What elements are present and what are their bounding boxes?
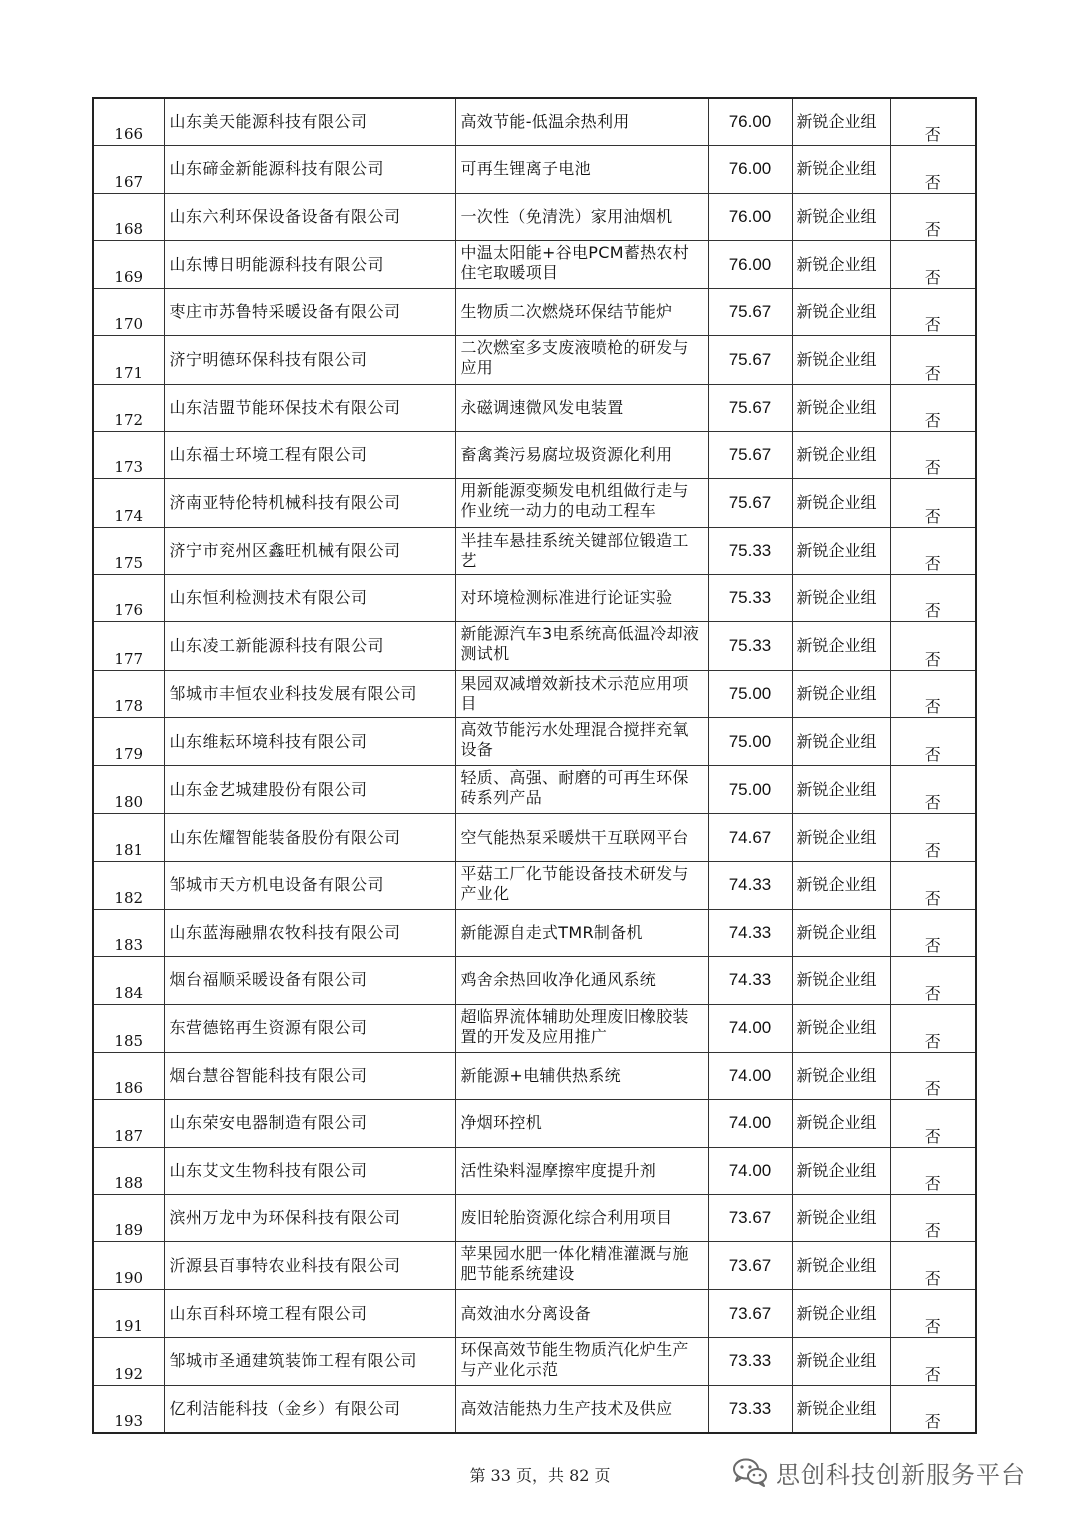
score-cell: 75.67 [708,289,792,336]
flag-cell: 否 [890,146,976,193]
page-number: 第 33 页，共 82 页 [469,1466,611,1485]
project-name-cell: 苹果园水肥一体化精准灌溉与施肥节能系统建设 [455,1242,708,1290]
company-name-cell: 济宁市兖州区鑫旺机械有限公司 [164,527,455,574]
score-cell: 75.00 [708,717,792,765]
score-cell: 73.33 [708,1386,792,1434]
row-number-cell: 169 [93,240,164,288]
flag-cell: 否 [890,289,976,336]
company-name-cell: 东营德铭再生资源有限公司 [164,1004,455,1052]
group-cell: 新锐企业组 [792,910,890,957]
score-cell: 74.00 [708,1004,792,1052]
group-cell: 新锐企业组 [792,622,890,670]
project-name-cell: 高效油水分离设备 [455,1290,708,1337]
flag-cell: 否 [890,1242,976,1290]
group-cell: 新锐企业组 [792,146,890,193]
company-name-cell: 山东百科环境工程有限公司 [164,1290,455,1337]
row-number-cell: 188 [93,1147,164,1194]
group-cell: 新锐企业组 [792,766,890,814]
row-number-cell: 180 [93,766,164,814]
table-row [93,1004,976,1052]
table-row [93,574,976,621]
table-row [93,336,976,384]
company-name-cell: 烟台慧谷智能科技有限公司 [164,1052,455,1099]
row-number-cell: 172 [93,384,164,431]
score-cell: 74.00 [708,1052,792,1099]
score-cell: 75.67 [708,432,792,479]
company-name-cell: 滨州万龙中为环保科技有限公司 [164,1194,455,1241]
table-row [93,1386,976,1434]
row-number-cell: 171 [93,336,164,384]
results-table [92,97,977,1434]
flag-cell: 否 [890,766,976,814]
score-cell: 74.00 [708,1147,792,1194]
project-name-cell: 永磁调速微风发电装置 [455,384,708,431]
project-name-cell: 对环境检测标准进行论证实验 [455,574,708,621]
company-name-cell: 邹城市天方机电设备有限公司 [164,861,455,909]
group-cell: 新锐企业组 [792,1386,890,1434]
table-row [93,1100,976,1147]
company-name-cell: 烟台福顺采暖设备有限公司 [164,957,455,1004]
company-name-cell: 山东维耘环境科技有限公司 [164,717,455,765]
flag-cell: 否 [890,384,976,431]
table-row [93,814,976,861]
row-number-cell: 179 [93,717,164,765]
flag-cell: 否 [890,622,976,670]
group-cell: 新锐企业组 [792,1052,890,1099]
company-name-cell: 沂源县百事特农业科技有限公司 [164,1242,455,1290]
row-number-cell: 185 [93,1004,164,1052]
project-name-cell: 高效节能污水处理混合搅拌充氧设备 [455,717,708,765]
project-name-cell: 鸡舍余热回收净化通风系统 [455,957,708,1004]
flag-cell: 否 [890,479,976,527]
table-row [93,432,976,479]
flag-cell: 否 [890,193,976,240]
group-cell: 新锐企业组 [792,957,890,1004]
row-number-cell: 178 [93,670,164,717]
row-number-cell: 184 [93,957,164,1004]
flag-cell: 否 [890,432,976,479]
table-row [93,766,976,814]
score-cell: 74.33 [708,861,792,909]
table-row [93,146,976,193]
row-number-cell: 187 [93,1100,164,1147]
row-number-cell: 173 [93,432,164,479]
row-number-cell: 193 [93,1386,164,1434]
row-number-cell: 170 [93,289,164,336]
score-cell: 74.33 [708,957,792,1004]
row-number-cell: 191 [93,1290,164,1337]
score-cell: 76.00 [708,98,792,146]
wechat-icon [732,1457,768,1487]
table-row [93,670,976,717]
flag-cell: 否 [890,1386,976,1434]
group-cell: 新锐企业组 [792,98,890,146]
project-name-cell: 中温太阳能+谷电PCM蓄热农村住宅取暖项目 [455,240,708,288]
group-cell: 新锐企业组 [792,1242,890,1290]
group-cell: 新锐企业组 [792,432,890,479]
table-row [93,479,976,527]
company-name-cell: 山东福士环境工程有限公司 [164,432,455,479]
group-cell: 新锐企业组 [792,527,890,574]
table-row [93,957,976,1004]
project-name-cell: 生物质二次燃烧环保结节能炉 [455,289,708,336]
flag-cell: 否 [890,670,976,717]
table-row [93,240,976,288]
row-number-cell: 168 [93,193,164,240]
table-row [93,910,976,957]
flag-cell: 否 [890,98,976,146]
project-name-cell: 新能源汽车3电系统高低温冷却液测试机 [455,622,708,670]
company-name-cell: 亿利洁能科技（金乡）有限公司 [164,1386,455,1434]
group-cell: 新锐企业组 [792,479,890,527]
company-name-cell: 山东美天能源科技有限公司 [164,98,455,146]
company-name-cell: 山东蓝海融鼎农牧科技有限公司 [164,910,455,957]
company-name-cell: 邹城市丰恒农业科技发展有限公司 [164,670,455,717]
score-cell: 76.00 [708,193,792,240]
table-row [93,527,976,574]
company-name-cell: 山东六利环保设备设备有限公司 [164,193,455,240]
project-name-cell: 畜禽粪污易腐垃圾资源化利用 [455,432,708,479]
project-name-cell: 活性染料湿摩擦牢度提升剂 [455,1147,708,1194]
table-row [93,861,976,909]
row-number-cell: 167 [93,146,164,193]
row-number-cell: 183 [93,910,164,957]
project-name-cell: 新能源+电辅供热系统 [455,1052,708,1099]
flag-cell: 否 [890,1052,976,1099]
row-number-cell: 177 [93,622,164,670]
watermark [732,1452,1026,1492]
project-name-cell: 二次燃室多支废液喷枪的研发与应用 [455,336,708,384]
company-name-cell: 山东恒利检测技术有限公司 [164,574,455,621]
group-cell: 新锐企业组 [792,193,890,240]
project-name-cell: 超临界流体辅助处理废旧橡胶装置的开发及应用推广 [455,1004,708,1052]
group-cell: 新锐企业组 [792,861,890,909]
company-name-cell: 山东艾文生物科技有限公司 [164,1147,455,1194]
row-number-cell: 176 [93,574,164,621]
company-name-cell: 山东金艺城建股份有限公司 [164,766,455,814]
row-number-cell: 182 [93,861,164,909]
table-row [93,622,976,670]
score-cell: 75.67 [708,336,792,384]
flag-cell: 否 [890,1100,976,1147]
flag-cell: 否 [890,1290,976,1337]
project-name-cell: 用新能源变频发电机组做行走与作业统一动力的电动工程车 [455,479,708,527]
company-name-cell: 山东荣安电器制造有限公司 [164,1100,455,1147]
flag-cell: 否 [890,527,976,574]
project-name-cell: 高效洁能热力生产技术及供应 [455,1386,708,1434]
table-row [93,717,976,765]
project-name-cell: 新能源自走式TMR制备机 [455,910,708,957]
group-cell: 新锐企业组 [792,1290,890,1337]
project-name-cell: 半挂车悬挂系统关键部位锻造工艺 [455,527,708,574]
company-name-cell: 枣庄市苏鲁特采暖设备有限公司 [164,289,455,336]
group-cell: 新锐企业组 [792,289,890,336]
score-cell: 73.67 [708,1194,792,1241]
row-number-cell: 189 [93,1194,164,1241]
flag-cell: 否 [890,1337,976,1385]
score-cell: 76.00 [708,240,792,288]
group-cell: 新锐企业组 [792,814,890,861]
score-cell: 75.67 [708,479,792,527]
score-cell: 75.33 [708,574,792,621]
score-cell: 74.33 [708,910,792,957]
flag-cell: 否 [890,1194,976,1241]
score-cell: 73.67 [708,1242,792,1290]
company-name-cell: 山东凌工新能源科技有限公司 [164,622,455,670]
row-number-cell: 181 [93,814,164,861]
project-name-cell: 果园双减增效新技术示范应用项目 [455,670,708,717]
group-cell: 新锐企业组 [792,384,890,431]
watermark-text: 思创科技创新服务平台 [776,1460,1026,1489]
table-row [93,193,976,240]
group-cell: 新锐企业组 [792,717,890,765]
company-name-cell: 济宁明德环保科技有限公司 [164,336,455,384]
score-cell: 74.67 [708,814,792,861]
group-cell: 新锐企业组 [792,240,890,288]
table-row [93,1242,976,1290]
company-name-cell: 山东碲金新能源科技有限公司 [164,146,455,193]
group-cell: 新锐企业组 [792,574,890,621]
project-name-cell: 空气能热泵采暖烘干互联网平台 [455,814,708,861]
company-name-cell: 山东博日明能源科技有限公司 [164,240,455,288]
group-cell: 新锐企业组 [792,1100,890,1147]
company-name-cell: 邹城市圣通建筑装饰工程有限公司 [164,1337,455,1385]
project-name-cell: 可再生锂离子电池 [455,146,708,193]
table-row [93,384,976,431]
flag-cell: 否 [890,240,976,288]
score-cell: 73.33 [708,1337,792,1385]
score-cell: 75.00 [708,670,792,717]
row-number-cell: 190 [93,1242,164,1290]
flag-cell: 否 [890,957,976,1004]
table-row [93,1052,976,1099]
score-cell: 75.67 [708,384,792,431]
table-row [93,1337,976,1385]
table-row [93,1194,976,1241]
project-name-cell: 废旧轮胎资源化综合利用项目 [455,1194,708,1241]
flag-cell: 否 [890,1004,976,1052]
project-name-cell: 高效节能-低温余热利用 [455,98,708,146]
row-number-cell: 174 [93,479,164,527]
score-cell: 74.00 [708,1100,792,1147]
flag-cell: 否 [890,1147,976,1194]
row-number-cell: 175 [93,527,164,574]
flag-cell: 否 [890,336,976,384]
group-cell: 新锐企业组 [792,1004,890,1052]
table-row [93,1147,976,1194]
project-name-cell: 一次性（免清洗）家用油烟机 [455,193,708,240]
project-name-cell: 环保高效节能生物质汽化炉生产与产业化示范 [455,1337,708,1385]
group-cell: 新锐企业组 [792,670,890,717]
flag-cell: 否 [890,814,976,861]
group-cell: 新锐企业组 [792,1194,890,1241]
row-number-cell: 166 [93,98,164,146]
group-cell: 新锐企业组 [792,336,890,384]
project-name-cell: 净烟环控机 [455,1100,708,1147]
group-cell: 新锐企业组 [792,1337,890,1385]
flag-cell: 否 [890,861,976,909]
row-number-cell: 192 [93,1337,164,1385]
score-cell: 75.00 [708,766,792,814]
score-cell: 73.67 [708,1290,792,1337]
table-row [93,1290,976,1337]
flag-cell: 否 [890,717,976,765]
score-cell: 75.33 [708,527,792,574]
project-name-cell: 轻质、高强、耐磨的可再生环保砖系列产品 [455,766,708,814]
table-row [93,98,976,146]
company-name-cell: 济南亚特伦特机械科技有限公司 [164,479,455,527]
company-name-cell: 山东洁盟节能环保技术有限公司 [164,384,455,431]
flag-cell: 否 [890,910,976,957]
table-row [93,289,976,336]
score-cell: 76.00 [708,146,792,193]
flag-cell: 否 [890,574,976,621]
row-number-cell: 186 [93,1052,164,1099]
company-name-cell: 山东佐耀智能装备股份有限公司 [164,814,455,861]
project-name-cell: 平菇工厂化节能设备技术研发与产业化 [455,861,708,909]
score-cell: 75.33 [708,622,792,670]
table-body [93,98,976,1433]
group-cell: 新锐企业组 [792,1147,890,1194]
